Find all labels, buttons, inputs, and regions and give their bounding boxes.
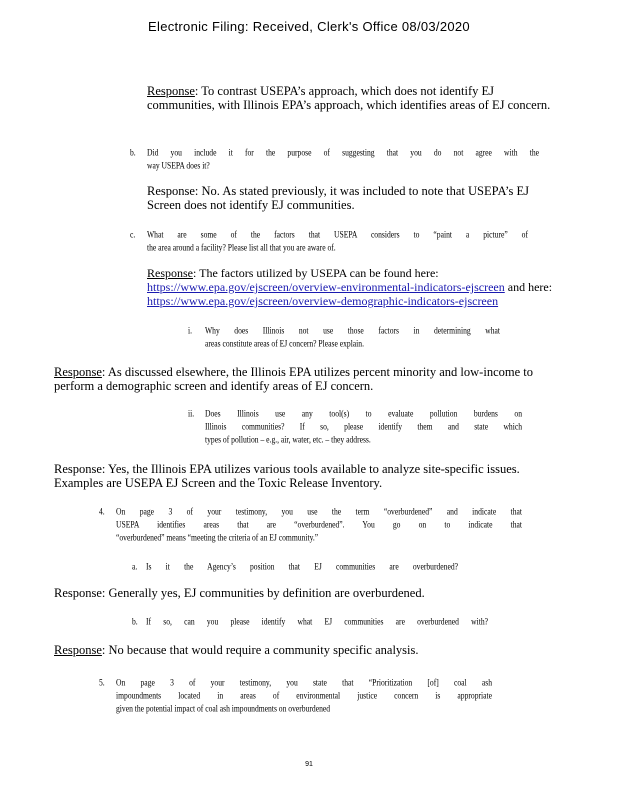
response-block bbox=[147, 266, 557, 308]
response-connector-text: and here: bbox=[504, 280, 553, 294]
response-block bbox=[54, 643, 554, 657]
question-marker: 5. bbox=[99, 677, 105, 688]
question-marker: a. bbox=[132, 561, 138, 572]
response-label: Response bbox=[147, 84, 195, 98]
question-line: Illinois communities? If so, please identify them and state which bbox=[205, 421, 522, 432]
response-block bbox=[54, 586, 554, 600]
question-marker: b. bbox=[130, 147, 136, 158]
response-text: Response: No. As stated previously, it was included to note that USEPA’s EJ Screen does not identify EJ communities. bbox=[147, 184, 530, 212]
question-line: the area around a facility? Please list all that you are aware of. bbox=[147, 242, 336, 253]
response-block bbox=[54, 365, 554, 393]
question-marker: i. bbox=[188, 325, 193, 336]
question-line: Why does Illinois not use those factors in determining what bbox=[205, 325, 500, 336]
question-block bbox=[99, 676, 492, 715]
filing-header: Electronic Filing: Received, Clerk's Office 08/03/2020 bbox=[148, 19, 470, 34]
response-label: Response bbox=[147, 266, 193, 280]
question-block bbox=[130, 228, 528, 254]
question-marker: c. bbox=[130, 229, 136, 240]
response-text: : The factors utilized by USEPA can be found here: bbox=[193, 266, 439, 280]
response-text: : As discussed elsewhere, the Illinois EPA utilizes percent minority and low-income to perform a demographic screen and identify areas of EJ concern. bbox=[54, 365, 533, 393]
question-line: impoundments located in areas of environmental justice concern is appropriate bbox=[116, 690, 492, 701]
question-line: way USEPA does it? bbox=[147, 160, 210, 171]
question-line: USEPA identifies areas that are “overburdened”. You go on to indicate that bbox=[116, 519, 522, 530]
response-text: Response: Generally yes, EJ communities by definition are overburdened. bbox=[54, 586, 425, 600]
question-line: Is it the Agency’s position that EJ communities are overburdened? bbox=[146, 561, 458, 572]
question-block bbox=[130, 146, 539, 172]
ejscreen-demographic-link[interactable]: https://www.epa.gov/ejscreen/overview-demographic-indicators-ejscreen bbox=[147, 294, 499, 308]
question-line: given the potential impact of coal ash impoundments on overburdened bbox=[116, 703, 331, 714]
response-label: Response bbox=[54, 365, 102, 379]
question-marker: 4. bbox=[99, 506, 105, 517]
question-line: On page 3 of your testimony, you use the term “overburdened” and indicate that bbox=[116, 506, 522, 517]
question-line: If so, can you please identify what EJ communities are overburdened with? bbox=[146, 616, 488, 627]
question-block bbox=[99, 505, 522, 544]
question-marker: b. bbox=[132, 616, 138, 627]
response-block bbox=[54, 462, 554, 490]
question-line: “overburdened” means “meeting the criteria of an EJ community.” bbox=[116, 532, 319, 543]
response-block bbox=[147, 84, 552, 112]
response-label: Response bbox=[54, 643, 102, 657]
response-text: : No because that would require a community specific analysis. bbox=[101, 643, 419, 657]
question-marker: ii. bbox=[188, 408, 195, 419]
question-block bbox=[188, 407, 522, 446]
page-number: 91 bbox=[305, 761, 313, 768]
response-block bbox=[147, 184, 552, 212]
question-line: Does Illinois use any tool(s) to evaluate pollution burdens on bbox=[205, 408, 522, 419]
question-line: areas constitute areas of EJ concern? Please explain. bbox=[205, 338, 364, 349]
question-line: What are some of the factors that USEPA considers to “paint a picture” of bbox=[147, 229, 528, 240]
question-line: Did you include it for the purpose of suggesting that you do not agree with the bbox=[147, 147, 539, 158]
question-line: On page 3 of your testimony, you state that “Prioritization [of] coal ash bbox=[116, 677, 492, 688]
question-block bbox=[188, 324, 500, 350]
question-block bbox=[132, 560, 458, 573]
question-line: types of pollution – e.g., air, water, etc. – they address. bbox=[205, 434, 371, 445]
question-block bbox=[132, 615, 488, 628]
ejscreen-environmental-link[interactable]: https://www.epa.gov/ejscreen/overview-environmental-indicators-ejscreen bbox=[147, 280, 505, 294]
response-text: Response: Yes, the Illinois EPA utilizes various tools available to analyze site-specific issues. Examples are USEPA EJ Screen and the Toxic Release Inventory. bbox=[54, 462, 520, 490]
response-text: : To contrast USEPA’s approach, which does not identify EJ communities, with Illinois EPA’s approach, which identifies areas of EJ concern. bbox=[147, 84, 551, 112]
